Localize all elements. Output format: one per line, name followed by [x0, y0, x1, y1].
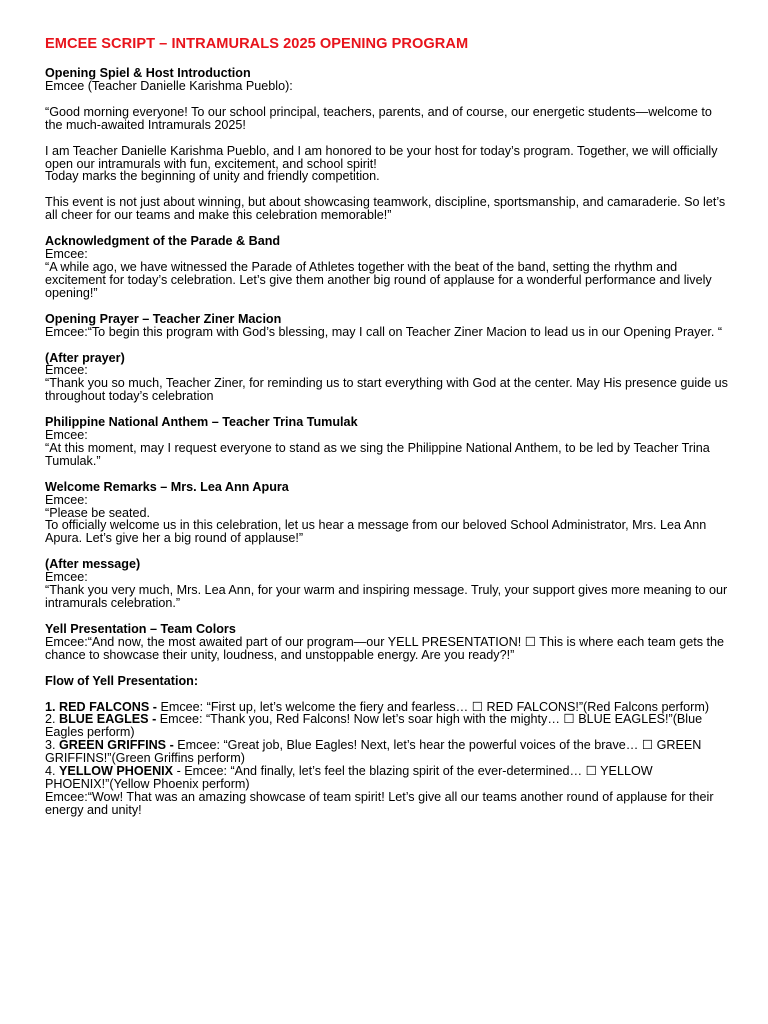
section-welcome	[45, 481, 729, 546]
paragraph: “A while ago, we have witnessed the Parade of Athletes together with the beat of the band, setting the rhythm and excitement for today’s celebration. Let’s give them another big round of applause for a wonderful performance and lively opening!”	[45, 259, 712, 300]
section-heading: (After message)	[45, 557, 141, 572]
speaker-label: Emcee:	[45, 428, 88, 443]
host-line: Emcee (Teacher Danielle Karishma Pueblo):	[45, 78, 293, 93]
flow-item-text: Emcee: “Thank you, Red Falcons! Now let’s soar high with the mighty… ☐ BLUE EAGLES!”(Blue Eagles perform)	[45, 712, 703, 740]
document	[45, 36, 729, 830]
paragraph: “Good morning everyone! To our school principal, teachers, parents, and of course, our energetic students—welcome to the much-awaited Intramurals 2025!	[45, 104, 712, 132]
section-anthem	[45, 416, 729, 468]
paragraph: This event is not just about winning, but about showcasing teamwork, discipline, sportsmanship, and camaraderie. So let’s all cheer for our teams and make this celebration memorable!”	[45, 195, 726, 223]
team-name: YELLOW PHOENIX	[59, 764, 174, 779]
paragraph: Emcee:“And now, the most awaited part of our program—our YELL PRESENTATION! ☐ This is where each team gets the chance to showcase their unity, loudness, and unstoppable energy. Are you ready?!”	[45, 634, 725, 662]
section-heading: Philippine National Anthem – Teacher Trina Tumulak	[45, 415, 358, 430]
section-heading: Yell Presentation – Team Colors	[45, 621, 236, 636]
speaker-label: Emcee:	[45, 492, 88, 507]
team-name: BLUE EAGLES -	[59, 712, 157, 727]
section-heading: Acknowledgment of the Parade & Band	[45, 234, 281, 249]
section-heading: (After prayer)	[45, 350, 125, 365]
paragraph: “At this moment, may I request everyone to stand as we sing the Philippine National Anthem, to be led by Teacher Trina Tumulak.”	[45, 440, 710, 468]
paragraph: I am Teacher Danielle Karishma Pueblo, and I am honored to be your host for today’s program. Together, we will officially open our intramurals with fun, excitement, and school spirit!	[45, 143, 718, 171]
section-parade	[45, 235, 729, 300]
flow-item-number: 2.	[45, 712, 56, 727]
section-heading: Opening Spiel & Host Introduction	[45, 66, 251, 80]
flow-item-blue-eagles	[45, 713, 729, 739]
flow-item-number: 3.	[45, 738, 56, 753]
flow-item-green-griffins	[45, 739, 729, 765]
flow-item-text: Emcee: “Great job, Blue Eagles! Next, let’s hear the powerful voices of the brave… ☐ GREEN GRIFFINS!”(Green Griffins perform)	[45, 738, 702, 766]
section-heading: Welcome Remarks – Mrs. Lea Ann Apura	[45, 479, 289, 494]
speaker-label: Emcee:	[45, 570, 88, 585]
section-after-message	[45, 558, 729, 610]
flow-item-number: 4.	[45, 764, 56, 779]
section-heading: Flow of Yell Presentation:	[45, 673, 199, 688]
team-name: RED FALCONS -	[59, 699, 157, 714]
paragraph: “Thank you so much, Teacher Ziner, for reminding us to start everything with God at the center. May His presence guide us throughout today’s celebration	[45, 376, 728, 404]
flow-item-text: Emcee: “First up, let’s welcome the fiery and fearless… ☐ RED FALCONS!”(Red Falcons perform)	[156, 699, 710, 714]
team-name: GREEN GRIFFINS -	[59, 738, 174, 753]
paragraph: “Please be seated.	[45, 505, 151, 520]
paragraph: “Thank you very much, Mrs. Lea Ann, for your warm and inspiring message. Truly, your support gives more meaning to our intramurals celebration.”	[45, 583, 728, 610]
section-opening	[45, 67, 729, 222]
section-heading: Opening Prayer – Teacher Ziner Macion	[45, 311, 282, 326]
section-yell	[45, 623, 729, 662]
paragraph: Emcee:“To begin this program with God’s blessing, may I call on Teacher Ziner Macion to lead us in our Opening Prayer. “	[45, 324, 723, 339]
document-title: EMCEE SCRIPT – INTRAMURALS 2025 OPENING PROGRAM	[45, 36, 469, 52]
speaker-label: Emcee:	[45, 363, 88, 378]
flow-item-number: 1.	[45, 699, 56, 714]
flow-item-yellow-phoenix	[45, 765, 729, 791]
section-prayer	[45, 313, 729, 339]
paragraph: Today marks the beginning of unity and friendly competition.	[45, 169, 380, 184]
section-after-prayer	[45, 352, 729, 404]
speaker-label: Emcee:	[45, 247, 88, 262]
paragraph: To officially welcome us in this celebration, let us hear a message from our beloved School Administrator, Mrs. Lea Ann Apura. Let’s give her a big round of applause!”	[45, 518, 707, 546]
closing-paragraph: Emcee:“Wow! That was an amazing showcase of team spirit! Let’s give all our teams another round of applause for their energy and unity!	[45, 789, 714, 817]
flow-item-text: - Emcee: “And finally, let’s feel the blazing spirit of the ever-determined… ☐ YELLOW PHOENIX!”(Yellow Phoenix perform)	[45, 764, 653, 791]
section-flow	[45, 675, 729, 817]
